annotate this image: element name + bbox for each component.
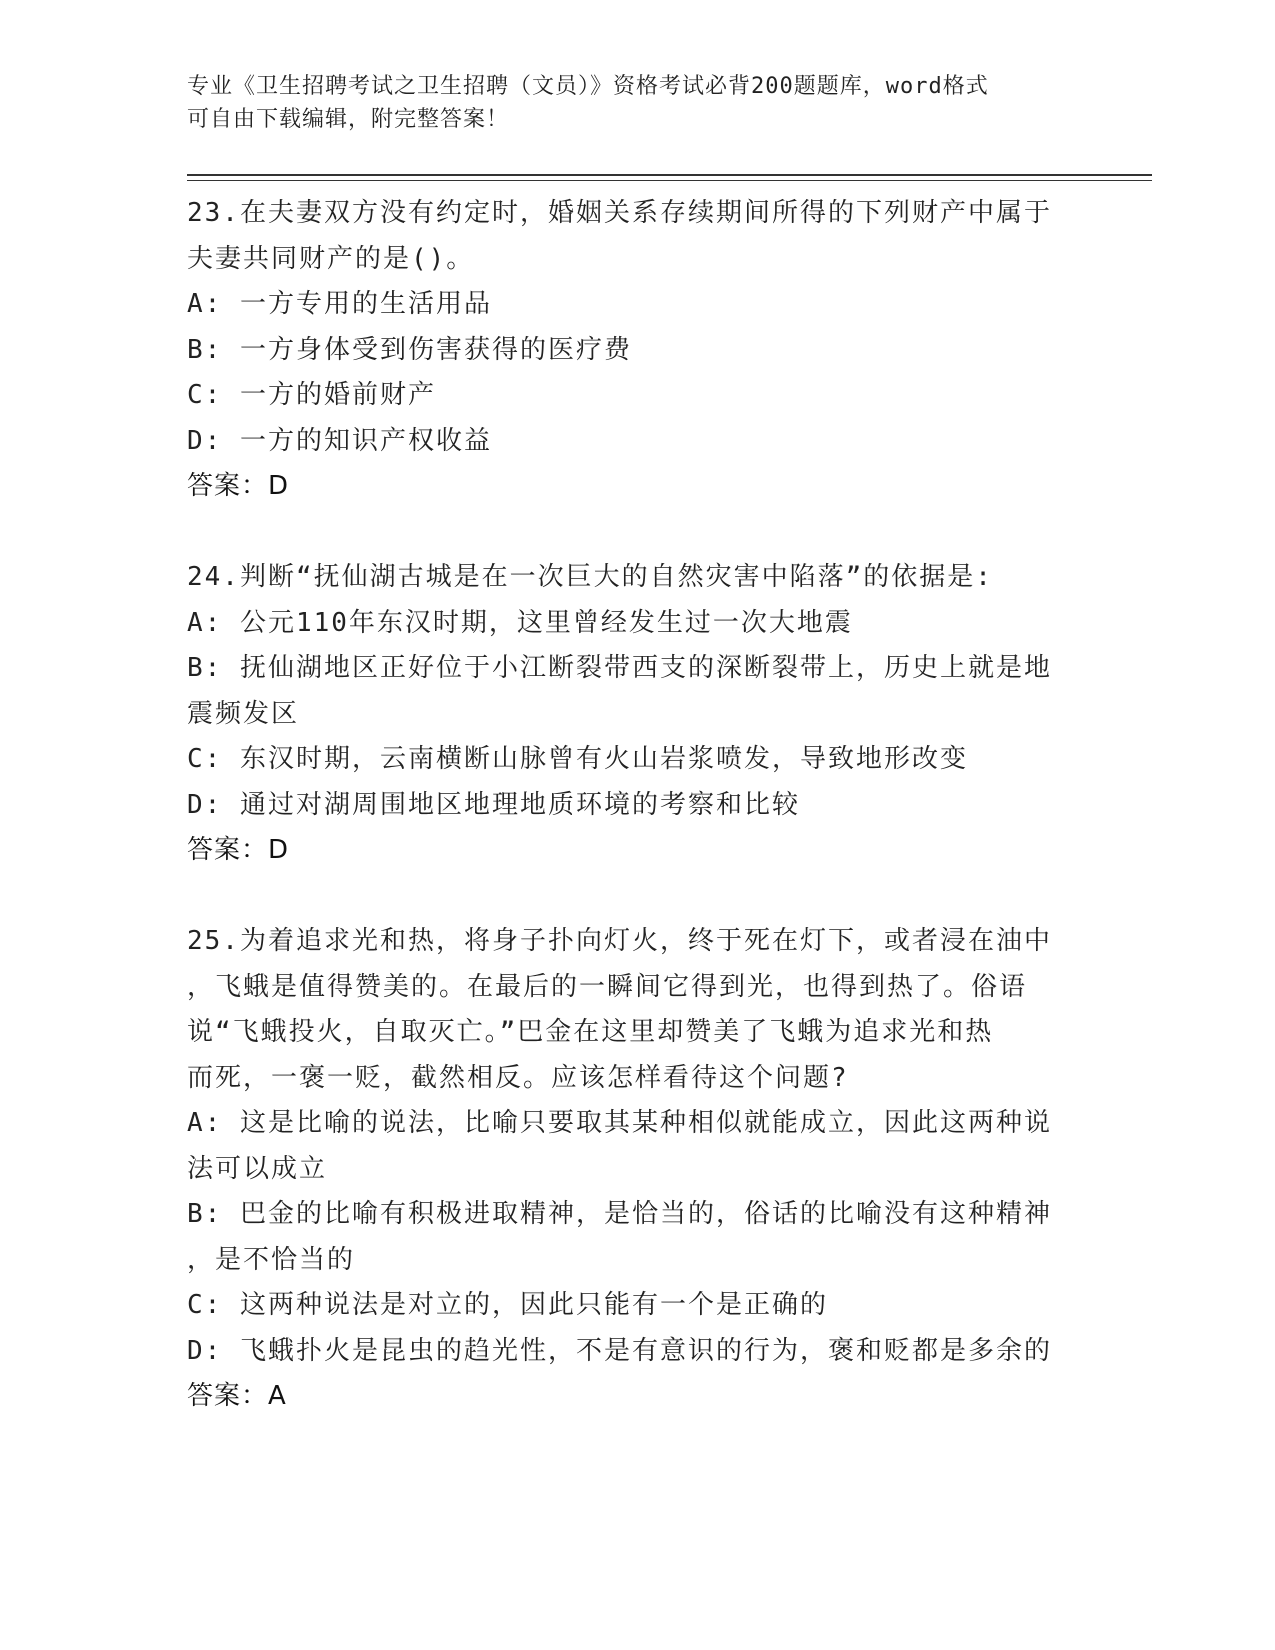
question-stem-line: 25.为着追求光和热，将身子扑向灯火，终于死在灯下，或者浸在油中 xyxy=(187,926,1052,956)
question-item xyxy=(187,555,1072,874)
answer-option-line: A: 这是比喻的说法，比喻只要取其某种相似就能成立，因此这两种说 xyxy=(187,1108,1052,1138)
header-line-1: 专业《卫生招聘考试之卫生招聘（文员）》资格考试必背200题题库，word格式 xyxy=(187,74,989,99)
question-stem-line: ，飞蛾是值得赞美的。在最后的一瞬间它得到光，也得到热了。俗语 xyxy=(187,971,1028,1002)
question-stem-line: 说“飞蛾投火，自取灭亡。”巴金在这里却赞美了飞蛾为追求光和热 xyxy=(187,1017,994,1047)
answer-option-line: C: 一方的婚前财产 xyxy=(187,380,436,410)
answer-option-line: A: 公元110年东汉时期，这里曾经发生过一次大地震 xyxy=(187,607,853,638)
question-list xyxy=(187,191,1072,1420)
question-stem-line: 夫妻共同财产的是()。 xyxy=(187,243,475,274)
question-item xyxy=(187,919,1072,1420)
answer-option-line: B: 巴金的比喻有积极进取精神，是恰当的，俗话的比喻没有这种精神 xyxy=(187,1199,1052,1229)
answer-option-line: A: 一方专用的生活用品 xyxy=(187,289,492,319)
answer-option-line: B: 抚仙湖地区正好位于小江断裂带西支的深断裂带上，历史上就是地 xyxy=(187,653,1052,683)
question-stem-line: 而死，一褒一贬，截然相反。应该怎样看待这个问题? xyxy=(187,1062,849,1093)
question-spacer xyxy=(187,510,1072,556)
answer-option-line: B: 一方身体受到伤害获得的医疗费 xyxy=(187,334,632,365)
header-line-2: 可自由下载编辑，附完整答案！ xyxy=(187,107,510,132)
answer-option-line: 震频发区 xyxy=(187,698,300,729)
question-item xyxy=(187,191,1072,510)
answer-option-line: C: 东汉时期，云南横断山脉曾有火山岩浆喷发，导致地形改变 xyxy=(187,744,968,774)
header-divider xyxy=(187,174,1152,181)
answer-option-line: D: 通过对湖周围地区地理地质环境的考察和比较 xyxy=(187,789,800,820)
correct-answer: 答案：A xyxy=(187,1381,287,1411)
answer-option-line: D: 飞蛾扑火是昆虫的趋光性，不是有意识的行为，褒和贬都是多余的 xyxy=(187,1335,1052,1366)
answer-option-line: C: 这两种说法是对立的，因此只能有一个是正确的 xyxy=(187,1290,828,1320)
answer-option-line: 法可以成立 xyxy=(187,1153,328,1184)
answer-option-line: ，是不恰当的 xyxy=(187,1244,356,1275)
question-stem-line: 23.在夫妻双方没有约定时，婚姻关系存续期间所得的下列财产中属于 xyxy=(187,198,1052,228)
question-stem-line: 24.判断“抚仙湖古城是在一次巨大的自然灾害中陷落”的依据是: xyxy=(187,562,993,592)
document-page xyxy=(187,70,1072,1420)
document-header xyxy=(187,70,1072,136)
correct-answer: 答案：D xyxy=(187,471,290,501)
question-spacer xyxy=(187,874,1072,920)
answer-option-line: D: 一方的知识产权收益 xyxy=(187,425,492,456)
correct-answer: 答案：D xyxy=(187,835,290,865)
